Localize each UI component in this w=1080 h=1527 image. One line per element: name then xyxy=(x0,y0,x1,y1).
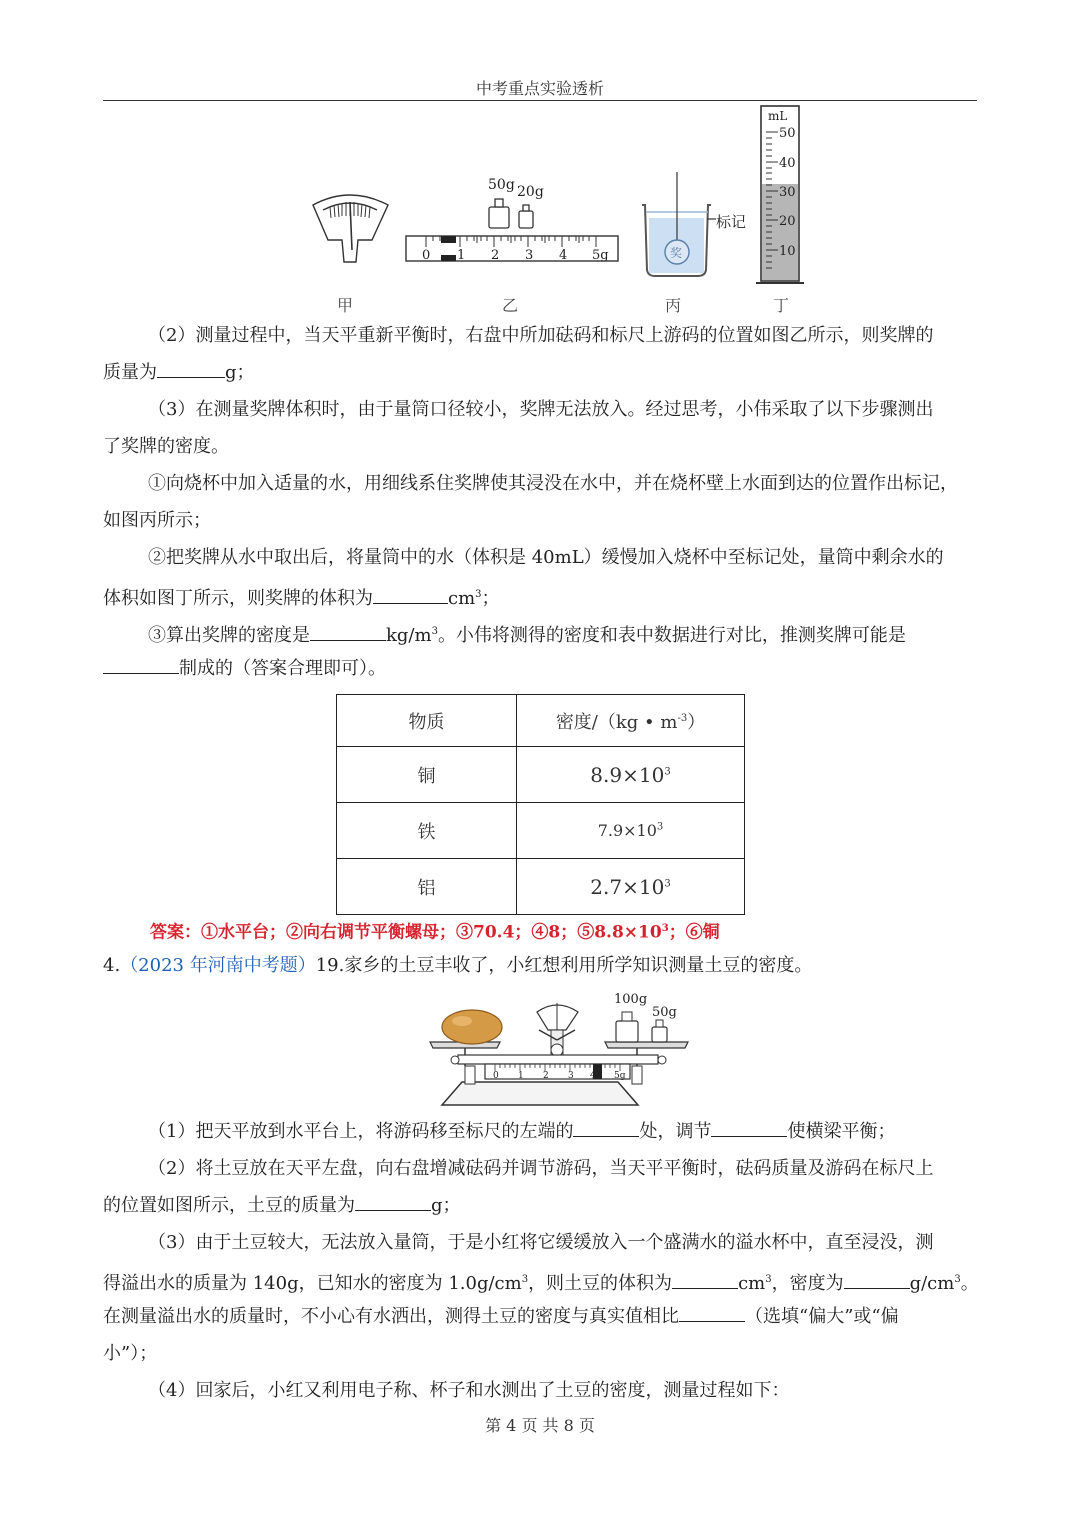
svg-text:40: 40 xyxy=(779,156,796,171)
measuring-cylinder-figure xyxy=(756,106,804,283)
svg-text:1: 1 xyxy=(518,1071,524,1081)
q4-part1: （1）把天平放到水平台上，将游码移至标尺的左端的 处，调节 使横梁平衡； xyxy=(103,1113,977,1150)
weight-label-100g: 100g xyxy=(614,992,648,1007)
q4-part3-line4: 小”）； xyxy=(103,1343,158,1364)
svg-text:3: 3 xyxy=(568,1071,574,1081)
figure-medal-measurement xyxy=(300,102,820,292)
q4-source: （2023 年河南中考题） xyxy=(120,955,316,976)
svg-text:mL: mL xyxy=(768,109,788,123)
beaker-with-medal-figure xyxy=(642,172,746,276)
weight-label-50g: 50g xyxy=(488,177,515,193)
q4-part3-line1: （3）由于土豆较大，无法放入量筒，于是小红将它缓缓放入一个盛满水的溢水杯中，直至浸没，测 xyxy=(148,1232,934,1253)
answer-blank[interactable] xyxy=(373,582,448,604)
answer-line: 答案：①水平台；②向右调节平衡螺母；③70.4；④8；$⑤8.8\times 10^3$；⑥铜 xyxy=(150,922,720,943)
svg-text:4: 4 xyxy=(590,1071,596,1081)
page-footer: 第 4 页 共 8 页 xyxy=(485,1416,595,1435)
q4-part2-line2: 的位置如图所示，土豆的质量为 g； xyxy=(103,1187,977,1224)
material-cell: 铜 xyxy=(337,747,517,803)
q4-part3-line3: 在测量溢出水的质量时，不小心有水洒出，测得土豆的密度与真实值相比 （选填“偏大”或“偏 xyxy=(103,1298,977,1335)
caption-jia: 甲 xyxy=(337,296,354,315)
answer-blank[interactable] xyxy=(103,652,179,674)
answer-blank[interactable] xyxy=(573,1115,639,1137)
svg-text:1: 1 xyxy=(457,248,466,263)
mark-label: 标记 xyxy=(716,213,747,231)
q4-part2-line1: （2）将土豆放在天平左盘，向右盘增减砝码并调节游码，当天平平衡时，砝码质量及游码在标尺上 xyxy=(148,1158,934,1179)
table-row xyxy=(337,859,745,915)
svg-text:4: 4 xyxy=(559,248,568,263)
answer-blank[interactable] xyxy=(355,1189,431,1211)
svg-text:5g: 5g xyxy=(592,248,609,263)
caption-bing: 丙 xyxy=(665,296,682,315)
weights-and-scale-figure xyxy=(406,177,618,263)
material-cell: 铁 xyxy=(337,803,517,859)
density-cell: $2.7\times 10^3$ xyxy=(517,859,745,915)
answer-blank[interactable] xyxy=(679,1300,745,1322)
svg-text:10: 10 xyxy=(779,244,796,259)
table-header-cell: 密度/（kg • $m^{-3}$） xyxy=(517,695,745,747)
medal-char: 奖 xyxy=(670,246,683,260)
weight-label-50g: 50g xyxy=(652,1005,677,1020)
table-header-cell: 物质 xyxy=(337,695,517,747)
svg-text:3: 3 xyxy=(525,248,534,263)
material-cell: 铝 xyxy=(337,859,517,915)
q3-step1-line2: 如图丙所示； xyxy=(103,510,211,531)
answer-blank[interactable] xyxy=(844,1267,910,1289)
q4-stem: 4.（2023 年河南中考题）19.家乡的土豆丰收了，小红想利用所学知识测量土豆的密度。 xyxy=(103,955,813,976)
density-cell: $7.9\times 10^3$ xyxy=(517,803,745,859)
table-header-row xyxy=(337,695,745,747)
answer-blank[interactable] xyxy=(711,1115,787,1137)
svg-text:2: 2 xyxy=(491,248,500,263)
q3-part3-line1: （3）在测量奖牌体积时，由于量筒口径较小，奖牌无法放入。经过思考，小伟采取了以下步骤测出 xyxy=(148,399,934,420)
answer-blank[interactable] xyxy=(157,356,225,378)
figure-potato-balance xyxy=(425,985,710,1110)
svg-text:30: 30 xyxy=(779,185,796,200)
q3-part2-line1: （2）测量过程中，当天平重新平衡时，右盘中所加砝码和标尺上游码的位置如图乙所示，则奖牌的 xyxy=(148,325,934,346)
svg-text:50: 50 xyxy=(779,126,796,141)
density-cell: $8.9\times 10^3$ xyxy=(517,747,745,803)
q3-step2-line1: ②把奖牌从水中取出后，将量筒中的水（体积是 40mL）缓慢加入烧杯中至标记处，量筒中剩余水的 xyxy=(148,547,944,568)
caption-ding: 丁 xyxy=(773,296,790,315)
q3-part2-line2: 质量为 g； xyxy=(103,354,977,391)
svg-text:0: 0 xyxy=(422,248,431,263)
q3-step3-line2: 制成的（答案合理即可）。 xyxy=(103,650,977,687)
weight-label-20g: 20g xyxy=(517,184,544,200)
svg-text:2: 2 xyxy=(543,1071,549,1081)
header-rule xyxy=(103,100,977,101)
q4-part3-line2: 得溢出水的质量为 140g，已知水的密度为 $1.0g/cm^3$，则土豆的体积为 $cm^3$，密度为 $g/cm^3$。 xyxy=(103,1261,977,1302)
balance-dial-figure xyxy=(313,195,388,262)
q3-part3-line2: 了奖牌的密度。 xyxy=(103,436,229,457)
answer-blank[interactable] xyxy=(672,1267,738,1289)
table-row xyxy=(337,803,745,859)
q3-step3-line1: ③算出奖牌的密度是 $kg/m^3$。小伟将测得的密度和表中数据进行对比，推测奖牌可能是 xyxy=(103,613,977,654)
table-row xyxy=(337,747,745,803)
q3-step2-line2: 体积如图丁所示，则奖牌的体积为 $cm^3$； xyxy=(103,576,977,617)
density-table xyxy=(336,694,745,915)
svg-text:5g: 5g xyxy=(614,1071,626,1081)
svg-text:20: 20 xyxy=(779,214,796,229)
q3-step1-line1: ①向烧杯中加入适量的水，用细线系住奖牌使其浸没在水中，并在烧杯壁上水面到达的位置作出标记， xyxy=(148,473,958,494)
q4-part4: （4）回家后，小红又利用电子称、杯子和水测出了土豆的密度，测量过程如下： xyxy=(148,1380,790,1401)
answer-blank[interactable] xyxy=(310,619,386,641)
page-header: 中考重点实验透析 xyxy=(475,79,604,98)
caption-yi: 乙 xyxy=(502,296,519,315)
svg-text:0: 0 xyxy=(493,1071,499,1081)
